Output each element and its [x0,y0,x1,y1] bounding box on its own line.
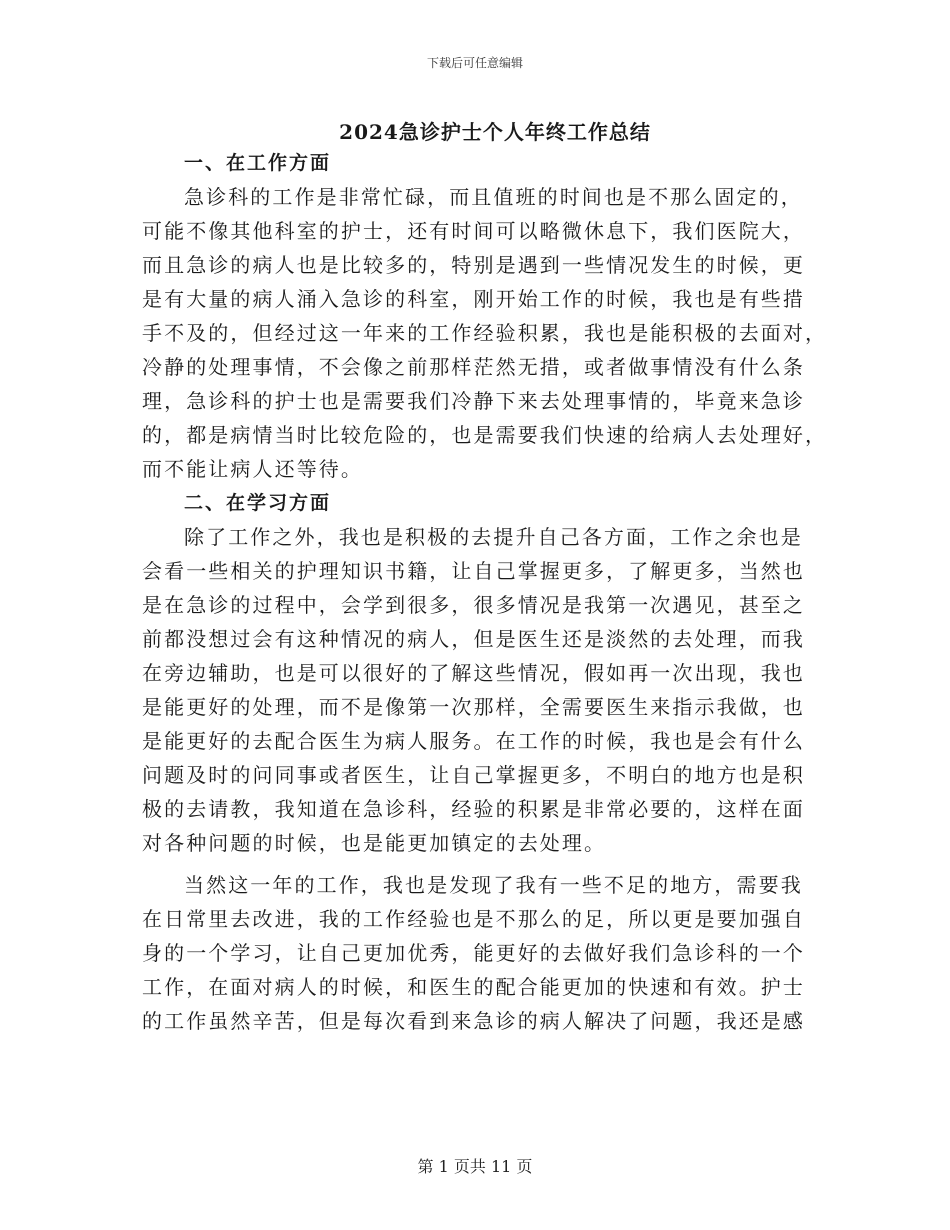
text-line: 身的一个学习，让自己更加优秀，能更好的去做好我们急诊科的一个 [142,941,805,965]
text-line: 可能不像其他科室的护士，还有时间可以略微休息下，我们医院大， [142,219,805,243]
text-line: 前都没想过会有这种情况的病人，但是医生还是淡然的去处理，而我 [142,627,805,651]
text-line: 当然这一年的工作，我也是发现了我有一些不足的地方，需要我 [184,873,803,897]
text-line: 是能更好的去配合医生为病人服务。在工作的时候，我也是会有什么 [142,729,805,753]
section-heading-work: 一、在工作方面 [184,152,332,174]
text-line: 冷静的处理事情，不会像之前那样茫然无措，或者做事情没有什么条 [142,355,805,379]
text-line: 急诊科的工作是非常忙碌，而且值班的时间也是不那么固定的， [184,185,803,209]
text-line: 除了工作之外，我也是积极的去提升自己各方面，工作之余也是 [184,525,803,549]
paragraph [142,520,804,860]
text-line: 会看一些相关的护理知识书籍，让自己掌握更多，了解更多，当然也 [142,559,805,583]
paragraph-spacer [142,860,804,868]
text-line: 理，急诊科的护士也是需要我们冷静下来去处理事情的，毕竟来急诊 [142,389,805,413]
text-line: 是在急诊的过程中，会学到很多，很多情况是我第一次遇见，甚至之 [142,593,805,617]
paragraph [142,868,804,1038]
text-line: 而不能让病人还等待。 [142,457,363,481]
text-line: 手不及的，但经过这一年来的工作经验积累，我也是能积极的去面对， [142,321,828,345]
document-title: 2024急诊护士个人年终工作总结 [339,120,651,144]
text-line: 在日常里去改进，我的工作经验也是不那么的足，所以更是要加强自 [142,907,805,931]
paragraph [142,180,828,486]
page-footer: 第 1 页共 11 页 [417,1157,533,1176]
document-body [142,146,828,1038]
text-line: 工作，在面对病人的时候，和医生的配合能更加的快速和有效。护士 [142,975,805,999]
text-line: 的工作虽然辛苦，但是每次看到来急诊的病人解决了问题，我还是感 [142,1009,805,1033]
header-note: 下载后可任意编辑 [426,56,523,70]
text-line: 问题及时的问同事或者医生，让自己掌握更多，不明白的地方也是积 [142,763,805,787]
text-line: 是能更好的处理，而不是像第一次那样，全需要医生来指示我做，也 [142,695,805,719]
text-line: 是有大量的病人涌入急诊的科室，刚开始工作的时候，我也是有些措 [142,287,805,311]
text-line: 的，都是病情当时比较危险的，也是需要我们快速的给病人去处理好， [142,423,828,447]
section-heading-study: 二、在学习方面 [184,492,332,514]
text-line: 而且急诊的病人也是比较多的，特别是遇到一些情况发生的时候，更 [142,253,805,277]
text-line: 极的去请教，我知道在急诊科，经验的积累是非常必要的，这样在面 [142,797,805,821]
text-line: 对各种问题的时候，也是能更加镇定的去处理。 [142,831,607,855]
text-line: 在旁边辅助，也是可以很好的了解这些情况，假如再一次出现，我也 [142,661,805,685]
